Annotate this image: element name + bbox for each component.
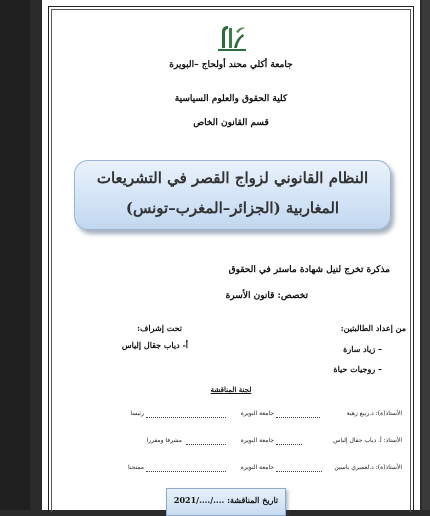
university-logo-icon: [214, 22, 250, 52]
supervisor-label: تحت إشراف:: [137, 323, 182, 333]
thesis-degree-note: مذكرة تخرج لنيل شهادة ماستر في الحقوق: [228, 265, 390, 275]
supervisor-name: أ- دياب جقال إلياس: [121, 340, 188, 350]
jury-member-university: جامعة البويرة: [240, 410, 274, 417]
student-name: – روجيات حياة: [333, 364, 382, 374]
faculty-name: كلية الحقوق والعلوم السياسية: [174, 94, 288, 104]
prepared-by-label: من إعداد الطالبتين:: [340, 323, 406, 333]
jury-member-role: ممتحنا: [127, 464, 144, 471]
jury-member-role: رئيسا: [130, 410, 144, 417]
left-dark-margin: [0, 0, 30, 510]
jury-row: [72, 464, 402, 476]
jury-heading: لجنة المناقشة: [210, 385, 252, 394]
defense-date: تاريخ المناقشة: ..../..../2021: [173, 495, 279, 505]
thesis-title-box: [74, 160, 391, 230]
specialty: تخصص: قانون الأسرة: [225, 291, 308, 301]
defense-date-box: [166, 488, 286, 516]
jury-row: [72, 410, 402, 422]
jury-member-role: مشرفا ومقررا: [146, 437, 182, 444]
vertical-scrollbar[interactable]: [422, 0, 430, 510]
student-name: – زياد سارة: [343, 344, 382, 354]
jury-member-university: جامعة البويرة: [240, 437, 274, 444]
university-name: جامعة أكلي محند أولحاج –البويرة: [169, 60, 293, 70]
document-page: [42, 0, 420, 510]
thesis-title-line-1: النظام القانوني لزواج القصر في التشريعات: [96, 169, 369, 187]
jury-member-university: جامعة البويرة: [240, 464, 274, 471]
jury-member-name: الأستاذ(ة): د.لعميري ياسين: [334, 464, 402, 471]
department-name: قسم القانون الخاص: [193, 118, 269, 128]
jury-row: [72, 437, 402, 449]
jury-member-name: الأستاذ(ة): د.ربيع زهية: [346, 410, 402, 417]
jury-member-name: الأستاذ: أ. دياب جقال إلياس: [333, 437, 402, 444]
thesis-title-line-2: المغاربية (الجزائر–المغرب–تونس): [125, 199, 340, 217]
